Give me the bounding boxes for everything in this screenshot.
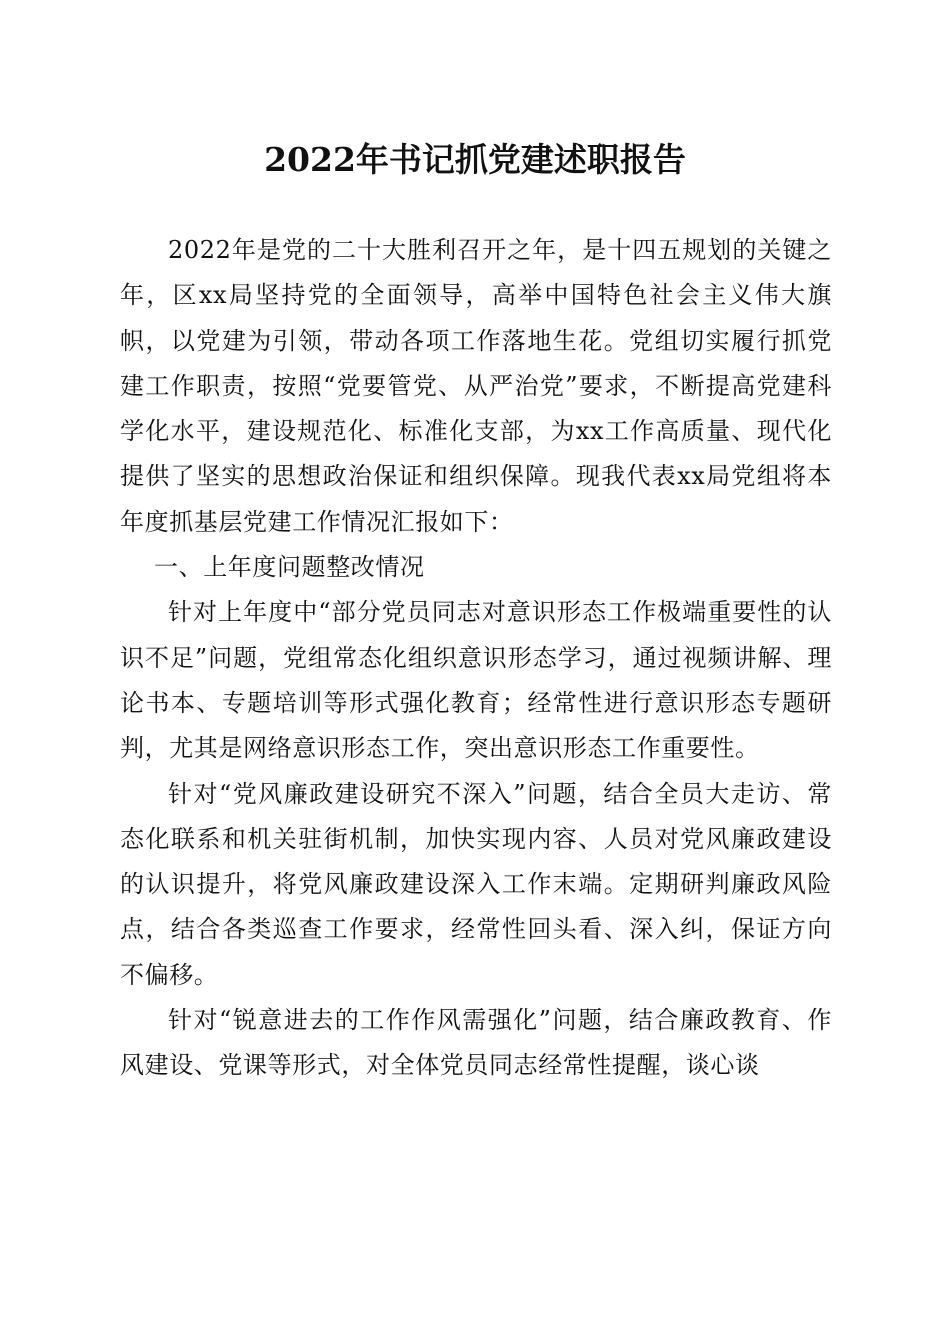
body-paragraph: 针对“党风廉政建设研究不深入”问题，结合全员大走访、常态化联系和机关驻街机制，加快实现内容、人员对党风廉政建设的认识提升，将党风廉政建设深入工作末端。定期研判廉政风险点，结合各类巡查工作要求，经常性回头看、深入纠，保证方向不偏移。 (120, 779, 832, 989)
document-body (120, 228, 832, 1089)
section-heading: 一、上年度问题整改情况 (154, 553, 425, 582)
intro-paragraph: 2022年是党的二十大胜利召开之年，是十四五规划的关键之年，区xx局坚持党的全面领导，高举中国特色社会主义伟大旗帜，以党建为引领，带动各项工作落地生花。党组切实履行抓党建工作职责，按照“党要管党、从严治党”要求，不断提高党建科学化水平，建设规范化、标准化支部，为xx工作高质量、现代化提供了坚实的思想政治保证和组织保障。现我代表xx局党组将本年度抓基层党建工作情况汇报如下： (120, 236, 832, 536)
body-paragraph: 针对上年度中“部分党员同志对意识形态工作极端重要性的认识不足”问题，党组常态化组织意识形态学习，通过视频讲解、理论书本、专题培训等形式强化教育；经常性进行意识形态专题研判，尤其是网络意识形态工作，突出意识形态工作重要性。 (120, 598, 832, 763)
document-title: 2022年书记抓党建述职报告 (264, 140, 686, 179)
body-paragraph: 针对“锐意进去的工作作风需强化”问题，结合廉政教育、作风建设、党课等形式，对全体党员同志经常性提醒，谈心谈 (120, 1006, 832, 1080)
